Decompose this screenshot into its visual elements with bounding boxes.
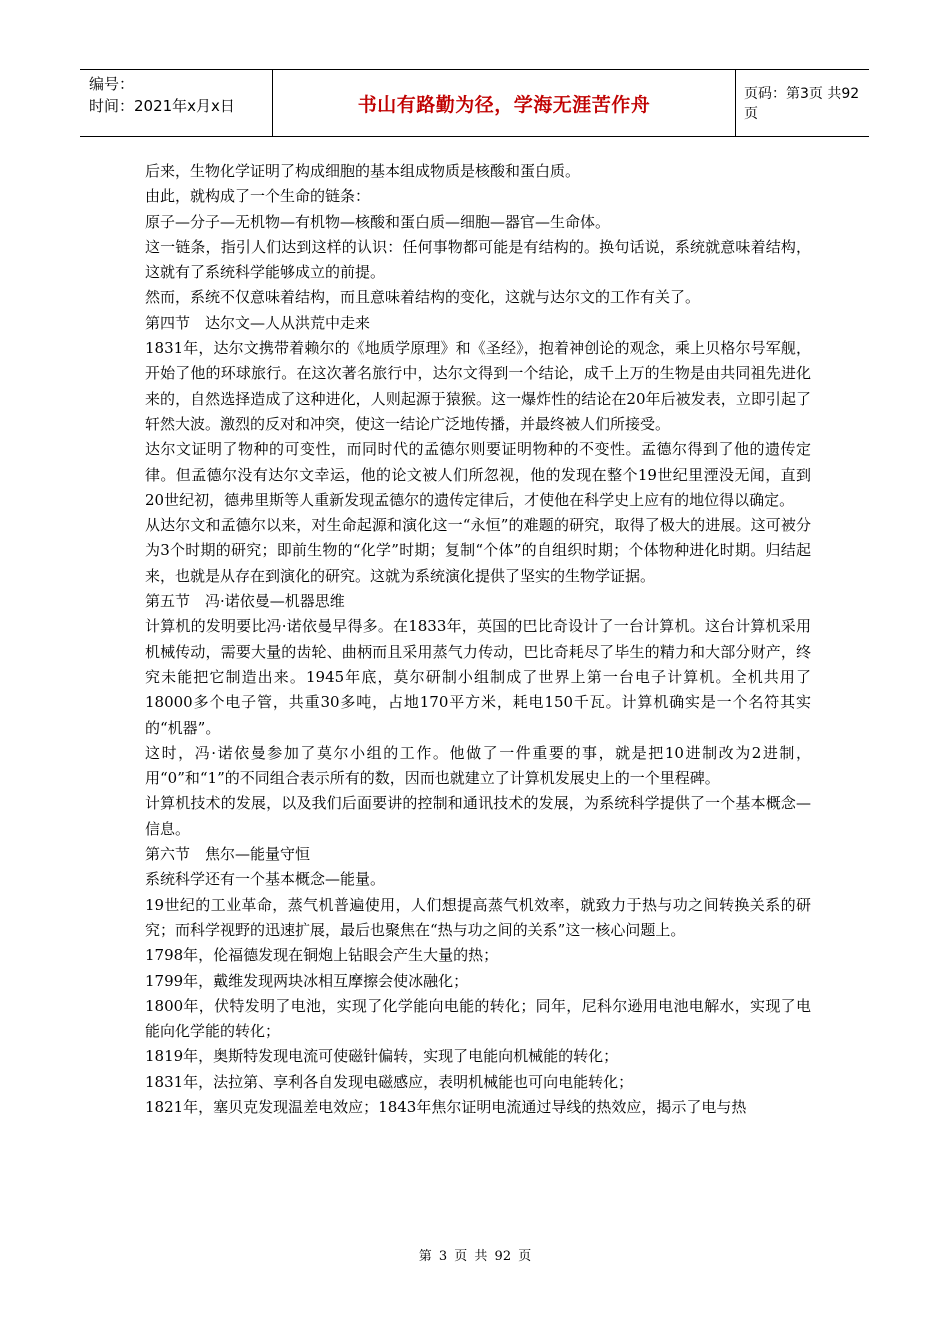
paragraph: 这一链条，指引人们达到这样的认识：任何事物都可能是有结构的。换句话说，系统就意味着结构，这就有了系统科学能够成立的前提。 [145,237,811,282]
section-heading: 第六节 焦尔—能量守恒 [145,845,311,864]
paragraph: 计算机技术的发展，以及我们后面要讲的控制和通讯技术的发展，为系统科学提供了一个基本概念—信息。 [145,794,811,838]
header-page-info: 页码：第3页 共92页 [744,86,860,122]
paragraph: 1831年，达尔文携带着赖尔的《地质学原理》和《圣经》，抱着神创论的观念，乘上贝格尔号军舰，开始了他的环球旅行。在这次著名旅行中，达尔文得到一个结论，成千上万的生物是由共同祖先进化来的，自然选择造成了这种进化，人则起源于猿猴。这一爆炸性的结论在20年后被发表，立即引起了轩然大波。激烈的反对和冲突，使这一结论广泛地传播，并最终被人们所接受。 [145,339,811,433]
serial-label: 编号： [89,75,135,93]
document-body [145,159,811,1120]
section-heading: 第四节 达尔文—人从洪荒中走来 [145,313,371,332]
paragraph: 后来，生物化学证明了构成细胞的基本组成物质是核酸和蛋白质。 [145,162,581,180]
paragraph: 1800年，伏特发明了电池，实现了化学能向电能的转化；同年，尼科尔逊用电池电解水，实现了电能向化学能的转化； [145,996,811,1041]
section-heading: 第五节 冯·诺依曼—机器思维 [145,592,345,611]
paragraph: 由此，就构成了一个生命的链条： [145,187,371,206]
paragraph: 1798年，伦福德发现在铜炮上钻眼会产生大量的热； [145,946,499,965]
page-footer: 第 3 页 共 92 页 [418,1249,532,1264]
header-meta [80,70,272,136]
page-header [80,69,869,137]
paragraph: 系统科学还有一个基本概念—能量。 [145,870,386,889]
paragraph: 1821年，塞贝克发现温差电效应；1843年焦尔证明电流通过导线的热效应，揭示了电与热 [145,1097,747,1116]
paragraph: 19世纪的工业革命，蒸气机普遍使用，人们想提高蒸气机效率，就致力于热与功之间转换关系的研究；而科学视野的迅速扩展，最后也聚焦在“热与功之间的关系”这一核心问题上。 [145,895,811,939]
paragraph: 1819年，奥斯特发现电流可使磁针偏转，实现了电能向机械能的转化； [145,1047,619,1066]
header-motto: 书山有路勤为径，学海无涯苦作舟 [272,70,736,136]
paragraph: 达尔文证明了物种的可变性，而同时代的孟德尔则要证明物种的不变性。孟德尔得到了他的遗传定律。但孟德尔没有达尔文幸运，他的论文被人们所忽视，他的发现在整个19世纪里湮没无闻，直到20世纪初，德弗里斯等人重新发现孟德尔的遗传定律后，才使他在科学史上应有的地位得以确定。 [145,440,811,509]
paragraph: 计算机的发明要比冯·诺依曼早得多。在1833年，英国的巴比奇设计了一台计算机。这台计算机采用机械传动，需要大量的齿轮、曲柄而且采用蒸气力传动，巴比奇耗尽了毕生的精力和大部分财产，终究未能把它制造出来。1945年底，莫尔研制小组制成了世界上第一台电子计算机。全机共用了18000多个电子管，共重30多吨，占地170平方米，耗电150千瓦。计算机确实是一个名符其实的“机器”。 [145,617,811,737]
paragraph: 从达尔文和孟德尔以来，对生命起源和演化这一“永恒”的难题的研究，取得了极大的进展。这可被分为3个时期的研究；即前生物的“化学”时期；复制“个体”的自组织时期；个体物种进化时期。归结起来，也就是从存在到演化的研究。这就为系统演化提供了坚实的生物学证据。 [145,516,811,585]
date-label: 时间：2021年x月x日 [89,97,235,115]
paragraph: 1831年，法拉第、享利各自发现电磁感应，表明机械能也可向电能转化； [145,1072,634,1091]
paragraph: 原子—分子—无机物—有机物—核酸和蛋白质—细胞—器官—生命体。 [145,212,611,231]
paragraph: 然而，系统不仅意味着结构，而且意味着结构的变化，这就与达尔文的工作有关了。 [145,288,701,307]
paragraph: 这时，冯·诺依曼参加了莫尔小组的工作。他做了一件重要的事，就是把10进制改为2进制，用“0”和“1”的不同组合表示所有的数，因而也就建立了计算机发展史上的一个里程碑。 [145,743,811,788]
paragraph: 1799年，戴维发现两块冰相互摩擦会使冰融化； [145,971,469,990]
